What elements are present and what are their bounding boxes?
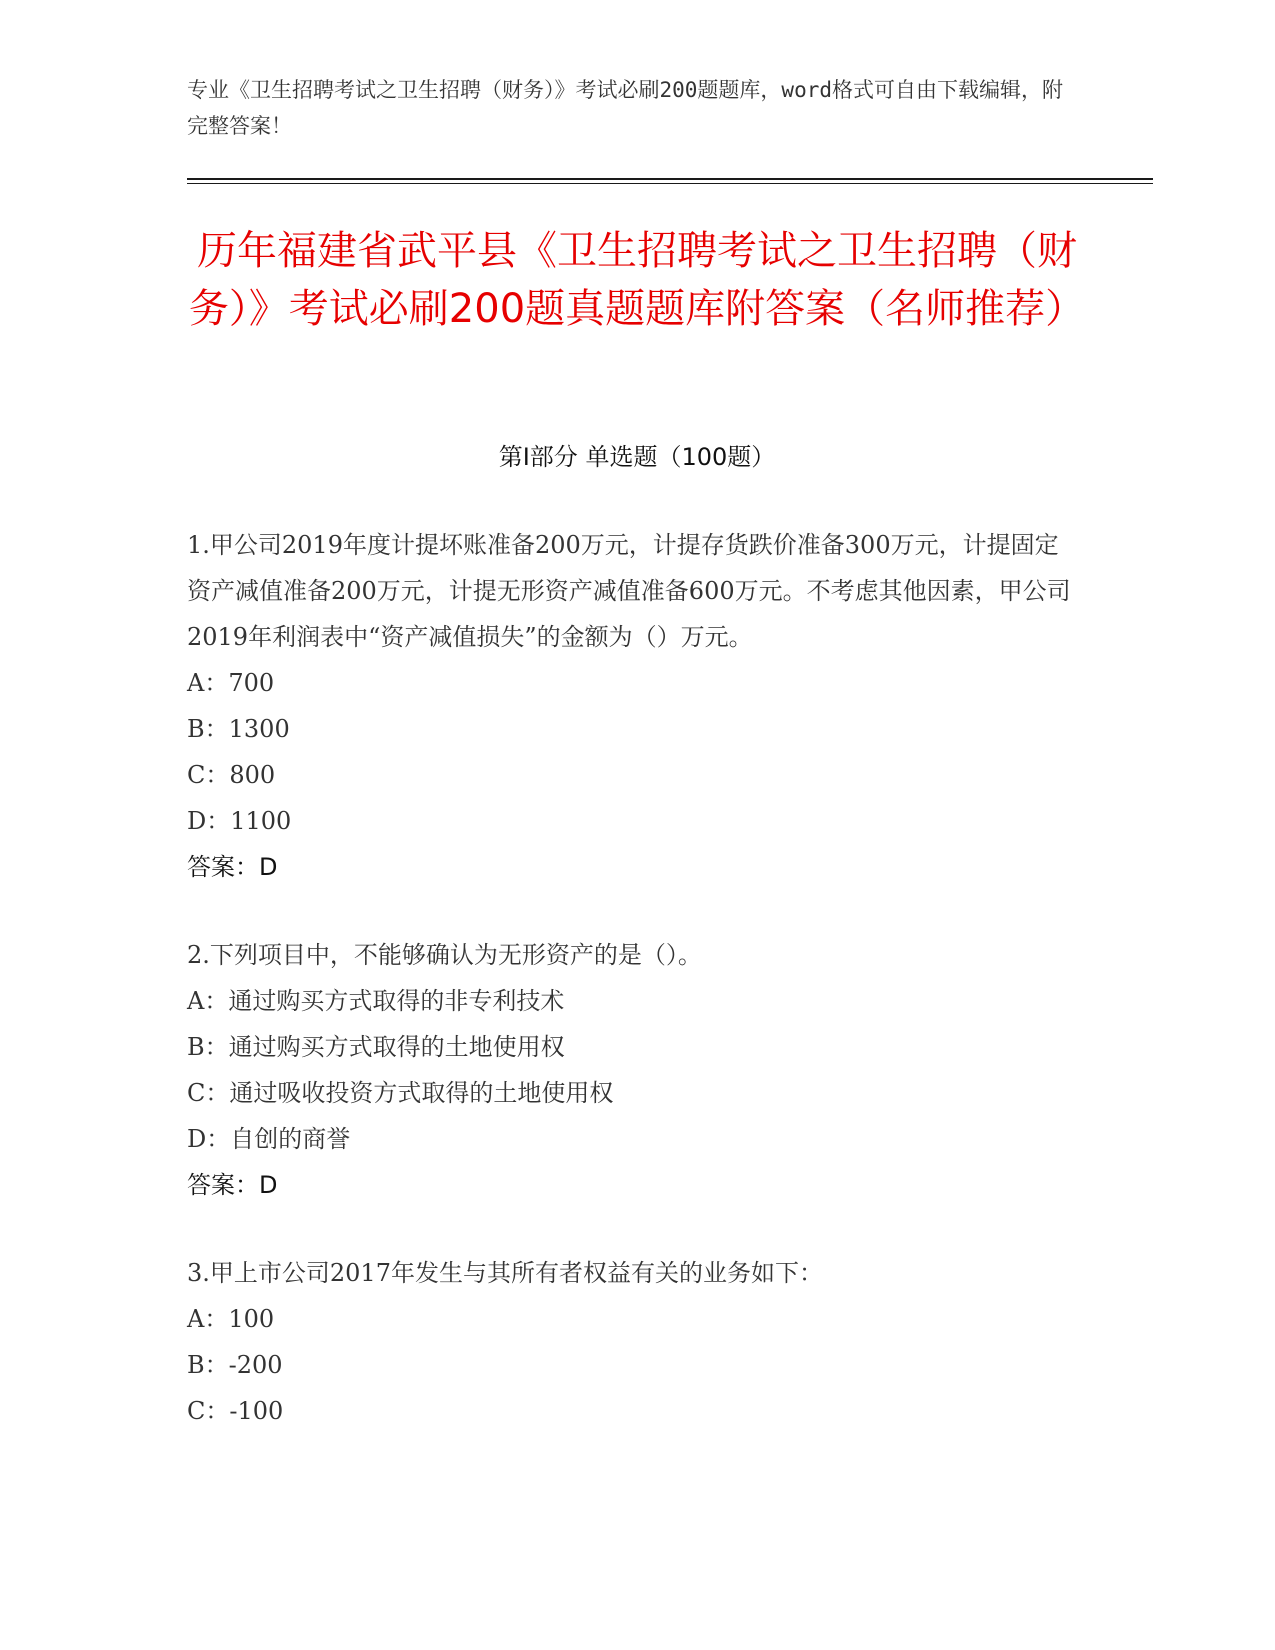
option-b: B：1300 [187, 715, 290, 743]
answer: 答案：D [187, 853, 278, 881]
question-stem: 3.甲上市公司2017年发生与其所有者权益有关的业务如下： [187, 1259, 823, 1287]
header-note: 专业《卫生招聘考试之卫生招聘（财务）》考试必刷200题题库，word格式可自由下载编辑，附完整答案！ [187, 78, 1063, 138]
section-heading: 第Ⅰ部分 单选题（100题） [498, 443, 776, 471]
question-2 [187, 932, 1077, 1208]
option-c: C：-100 [187, 1397, 284, 1425]
option-a: A：700 [187, 669, 275, 697]
question-1 [187, 522, 1077, 890]
option-a: A：100 [187, 1305, 275, 1333]
option-d: D：自创的商誉 [187, 1125, 351, 1153]
option-a: A：通过购买方式取得的非专利技术 [187, 987, 565, 1015]
document-title: 历年福建省武平县《卫生招聘考试之卫生招聘（财务）》考试必刷200题真题题库附答案（名师推荐） [188, 228, 1086, 332]
question-3 [187, 1250, 1077, 1434]
question-stem: 1.甲公司2019年度计提坏账准备200万元，计提存货跌价准备300万元，计提固定资产减值准备200万元，计提无形资产减值准备600万元。不考虑其他因素，甲公司2019年利润表中“资产减值损失”的金额为（）万元。 [187, 531, 1071, 651]
answer: 答案：D [187, 1171, 278, 1199]
question-list [187, 522, 1077, 1434]
header-divider [187, 178, 1153, 180]
option-c: C：800 [187, 761, 276, 789]
question-stem: 2.下列项目中，不能够确认为无形资产的是（）。 [187, 941, 702, 969]
option-c: C：通过吸收投资方式取得的土地使用权 [187, 1079, 614, 1107]
header-divider-thin [187, 183, 1153, 184]
option-d: D：1100 [187, 807, 292, 835]
option-b: B：通过购买方式取得的土地使用权 [187, 1033, 565, 1061]
option-b: B：-200 [187, 1351, 283, 1379]
